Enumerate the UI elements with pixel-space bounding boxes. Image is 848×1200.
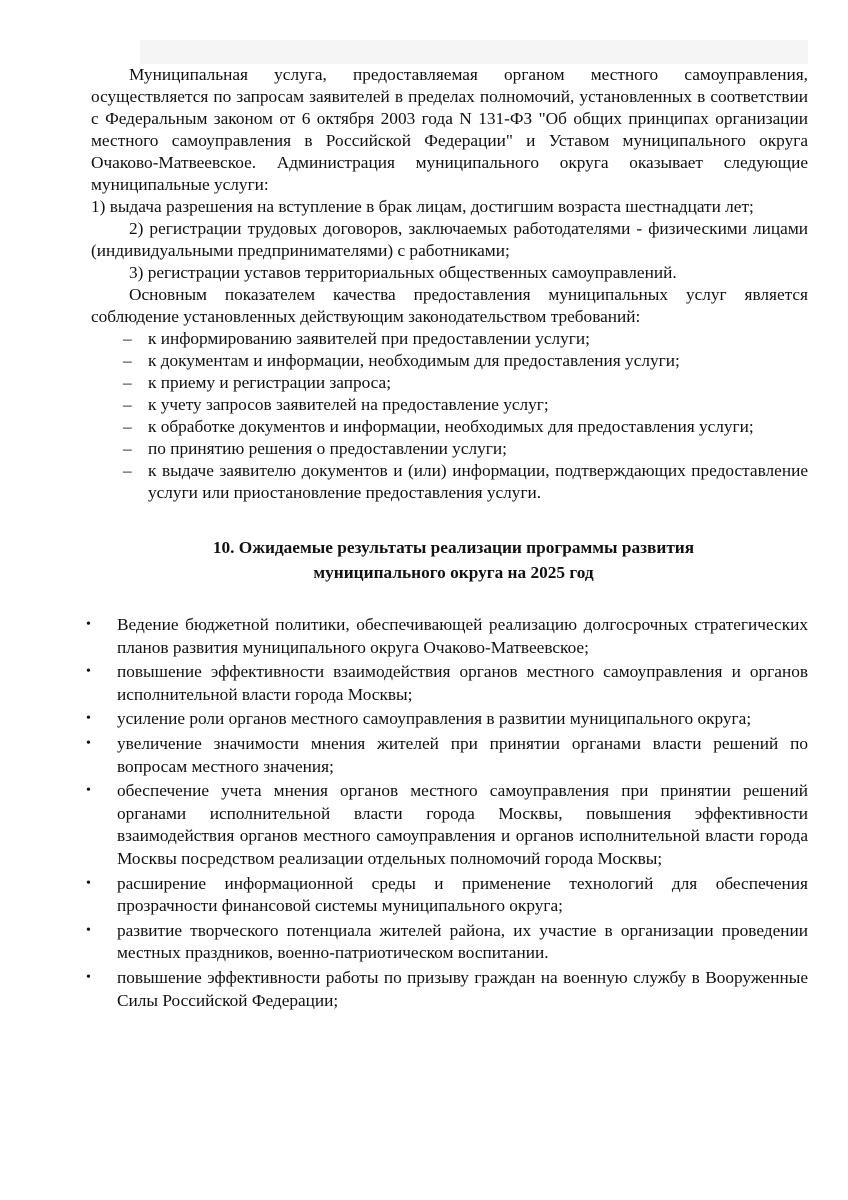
list-item-text: обеспечение учета мнения органов местного самоуправления при принятии решений органами исполнительной власти города Москвы, повышения эффективности взаимодействия органов местного самоуправления и органов исполнительной власти города Москвы посредством реализации отдельных полномочий города Москвы; (117, 781, 808, 868)
bullet-marker: • (86, 783, 91, 799)
dash-marker: – (123, 417, 132, 436)
list-item (91, 350, 808, 372)
list-item-text: к учету запросов заявителей на предоставление услуг; (148, 395, 549, 414)
list-item (86, 614, 808, 659)
list-item (86, 661, 808, 706)
scan-top-band (140, 40, 808, 64)
list-item (91, 394, 808, 416)
dash-marker: – (123, 461, 132, 480)
section-heading-line: 10. Ожидаемые результаты реализации программы развития (212, 538, 695, 557)
requirements-list (91, 328, 808, 504)
bullet-marker: • (86, 922, 91, 938)
section-heading-line: муниципального округа на 2025 год (313, 563, 594, 582)
service-item: 1) выдача разрешения на вступление в брак лицам, достигшим возраста шестнадцати лет; (91, 197, 754, 216)
bullet-marker: • (86, 711, 91, 727)
intro-paragraph: Муниципальная услуга, предоставляемая органом местного самоуправления, осуществляется по запросам заявителей в пределах полномочий, установленных в соответствии с Федеральным законом от 6 октября 2003 года N 131-ФЗ "Об общих принципах организации местного самоуправления в Российской Федерации" и Уставом муниципального округа Очаково-Матвеевское. Администрация муниципального округа оказывает следующие муниципальные услуги: (91, 65, 808, 194)
list-item (91, 328, 808, 350)
list-item-text: к документам и информации, необходимым для предоставления услуги; (148, 351, 680, 370)
list-item-text: усиление роли органов местного самоуправления в развитии муниципального округа; (117, 709, 752, 729)
results-list (86, 614, 808, 1012)
list-item (86, 708, 808, 731)
list-item-text: к приему и регистрации запроса; (148, 373, 392, 392)
list-item (91, 460, 808, 504)
list-item-text: к выдаче заявителю документов и (или) информации, подтверждающих предоставление услуги или приостановление предоставления услуги. (148, 461, 808, 502)
bullet-marker: • (86, 735, 91, 751)
list-item-text: по принятию решения о предоставлении услуги; (148, 439, 507, 458)
list-item-text: повышение эффективности работы по призыву граждан на военную службу в Вооруженные Силы Российской Федерации; (117, 967, 808, 1010)
quality-paragraph: Основным показателем качества предоставления муниципальных услуг является соблюдение установленных действующим законодательством требований: (91, 285, 808, 326)
dash-marker: – (123, 351, 132, 370)
dash-marker: – (123, 395, 132, 414)
list-item (91, 372, 808, 394)
dash-marker: – (123, 439, 132, 458)
bullet-marker: • (86, 617, 91, 632)
list-item (86, 920, 808, 965)
list-item-text: к обработке документов и информации, необходимых для предоставления услуги; (148, 417, 754, 436)
list-item-text: Ведение бюджетной политики, обеспечивающей реализацию долгосрочных стратегических планов развития муниципального округа Очаково-Матвеевское; (117, 615, 808, 657)
service-item: 2) регистрации трудовых договоров, заключаемых работодателями - физическими лицами (индивидуальными предпринимателями) с работниками; (91, 219, 808, 260)
section-heading (91, 535, 808, 585)
list-item-text: повышение эффективности взаимодействия органов местного самоуправления и органов исполнительной власти города Москвы; (117, 662, 808, 704)
list-item (86, 780, 808, 870)
list-item (91, 416, 808, 438)
dash-marker: – (123, 329, 132, 348)
list-item-text: к информированию заявителей при предоставлении услуги; (148, 329, 590, 348)
document-page (86, 64, 808, 1014)
list-item (91, 438, 808, 460)
list-item-text: расширение информационной среды и применение технологий для обеспечения прозрачности финансовой системы муниципального округа; (117, 873, 808, 916)
bullet-marker: • (86, 664, 91, 680)
service-item: 3) регистрации уставов территориальных общественных самоуправлений. (129, 263, 677, 282)
list-item (86, 873, 808, 918)
dash-marker: – (123, 373, 132, 392)
list-item (86, 733, 808, 778)
bullet-marker: • (86, 875, 91, 891)
list-item (86, 967, 808, 1012)
bullet-marker: • (86, 969, 91, 985)
list-item-text: развитие творческого потенциала жителей района, их участие в организации проведении местных праздников, военно-патриотическом воспитании. (117, 920, 808, 963)
list-item-text: увеличение значимости мнения жителей при принятии органами власти решений по вопросам местного значения; (117, 733, 808, 776)
